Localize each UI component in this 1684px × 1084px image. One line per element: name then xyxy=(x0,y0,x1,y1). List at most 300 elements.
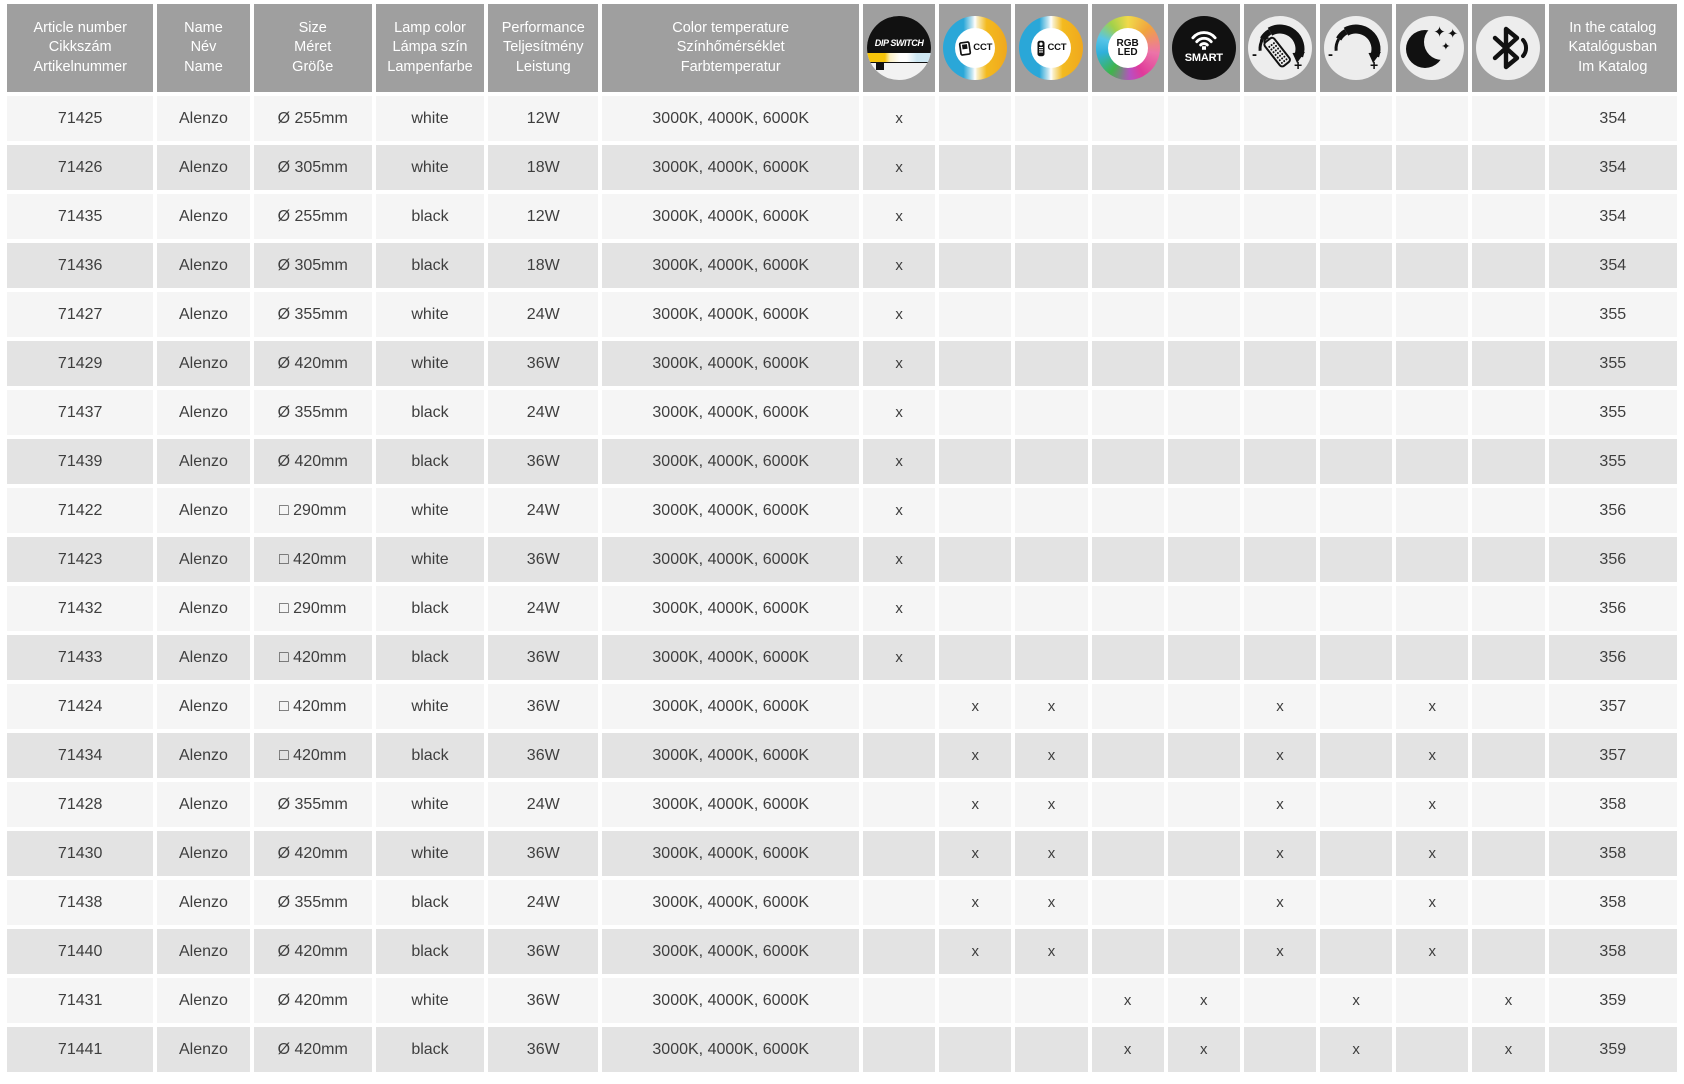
cell-feature-dip-switch xyxy=(863,978,935,1023)
cell-feature-rgb-led xyxy=(1092,194,1164,239)
cell-performance: 36W xyxy=(488,635,598,680)
cell-feature-cct-wall xyxy=(939,1027,1011,1072)
cell-feature-night-mode: x xyxy=(1396,782,1468,827)
cell-feature-dip-switch: x xyxy=(863,292,935,337)
cell-feature-cct-wall xyxy=(939,488,1011,533)
cell-feature-cct-remote xyxy=(1015,390,1087,435)
col-header-dip-switch xyxy=(863,4,935,92)
cell-feature-cct-remote xyxy=(1015,194,1087,239)
cell-feature-smart xyxy=(1168,831,1240,876)
cell-size: □ 420mm xyxy=(254,635,372,680)
cct-wall-switch-icon xyxy=(943,16,1007,80)
cell-feature-rgb-led: x xyxy=(1092,1027,1164,1072)
cell-feature-rgb-led xyxy=(1092,880,1164,925)
cell-feature-dip-switch xyxy=(863,831,935,876)
cell-feature-bluetooth xyxy=(1472,194,1544,239)
bluetooth-icon xyxy=(1476,16,1540,80)
cell-feature-night-mode xyxy=(1396,341,1468,386)
cell-size: □ 290mm xyxy=(254,586,372,631)
cell-color-temperature: 3000K, 4000K, 6000K xyxy=(602,831,859,876)
cell-feature-remote-dimmer: x xyxy=(1244,684,1316,729)
cell-lamp-color: black xyxy=(376,929,484,974)
cell-size: Ø 305mm xyxy=(254,145,372,190)
cell-lamp-color: white xyxy=(376,96,484,141)
cell-feature-bluetooth xyxy=(1472,831,1544,876)
cell-feature-cct-remote xyxy=(1015,145,1087,190)
cell-feature-rgb-led xyxy=(1092,390,1164,435)
cell-feature-remote-dimmer xyxy=(1244,390,1316,435)
cell-feature-cct-wall xyxy=(939,341,1011,386)
cell-size: Ø 420mm xyxy=(254,439,372,484)
dip-switch-label: DIP SWITCH xyxy=(874,37,924,48)
cell-article-number: 71437 xyxy=(7,390,153,435)
cell-catalog-page: 357 xyxy=(1549,733,1677,778)
cell-name: Alenzo xyxy=(157,586,249,631)
table-row xyxy=(7,1027,1677,1072)
cell-feature-smart xyxy=(1168,439,1240,484)
cell-feature-cct-remote: x xyxy=(1015,831,1087,876)
cell-feature-night-mode xyxy=(1396,96,1468,141)
night-mode-icon xyxy=(1400,16,1464,80)
cell-feature-dimmer xyxy=(1320,880,1392,925)
cell-performance: 24W xyxy=(488,488,598,533)
cell-feature-rgb-led: x xyxy=(1092,978,1164,1023)
cell-feature-night-mode xyxy=(1396,488,1468,533)
table-row xyxy=(7,733,1677,778)
cell-size: □ 290mm xyxy=(254,488,372,533)
cell-feature-cct-remote xyxy=(1015,586,1087,631)
cell-performance: 36W xyxy=(488,439,598,484)
cell-feature-remote-dimmer xyxy=(1244,978,1316,1023)
cell-catalog-page: 358 xyxy=(1549,782,1677,827)
cell-feature-remote-dimmer xyxy=(1244,145,1316,190)
cell-article-number: 71426 xyxy=(7,145,153,190)
cell-feature-cct-wall: x xyxy=(939,929,1011,974)
cell-name: Alenzo xyxy=(157,635,249,680)
cell-article-number: 71424 xyxy=(7,684,153,729)
cell-feature-night-mode xyxy=(1396,194,1468,239)
cell-name: Alenzo xyxy=(157,341,249,386)
cell-size: □ 420mm xyxy=(254,733,372,778)
cell-feature-cct-remote xyxy=(1015,243,1087,288)
cell-lamp-color: black xyxy=(376,586,484,631)
table-row xyxy=(7,243,1677,288)
cell-name: Alenzo xyxy=(157,782,249,827)
cell-feature-dimmer xyxy=(1320,684,1392,729)
cell-lamp-color: white xyxy=(376,537,484,582)
cell-feature-dimmer xyxy=(1320,194,1392,239)
cell-feature-bluetooth: x xyxy=(1472,978,1544,1023)
cell-feature-remote-dimmer xyxy=(1244,194,1316,239)
cell-feature-night-mode xyxy=(1396,243,1468,288)
cell-size: Ø 420mm xyxy=(254,978,372,1023)
cell-article-number: 71432 xyxy=(7,586,153,631)
cell-feature-rgb-led xyxy=(1092,733,1164,778)
cell-feature-cct-remote: x xyxy=(1015,929,1087,974)
cell-feature-dip-switch: x xyxy=(863,194,935,239)
cell-feature-night-mode xyxy=(1396,978,1468,1023)
col-header-article-number: Article number Cikkszám Artikelnummer xyxy=(7,4,153,92)
cell-feature-cct-wall xyxy=(939,586,1011,631)
cell-feature-smart xyxy=(1168,782,1240,827)
cell-lamp-color: white xyxy=(376,831,484,876)
cell-article-number: 71423 xyxy=(7,537,153,582)
cell-feature-dimmer xyxy=(1320,341,1392,386)
cell-article-number: 71431 xyxy=(7,978,153,1023)
cell-feature-remote-dimmer xyxy=(1244,243,1316,288)
cell-feature-night-mode xyxy=(1396,292,1468,337)
table-row xyxy=(7,684,1677,729)
cell-feature-remote-dimmer xyxy=(1244,586,1316,631)
cell-performance: 24W xyxy=(488,292,598,337)
cell-name: Alenzo xyxy=(157,733,249,778)
cell-feature-cct-remote: x xyxy=(1015,733,1087,778)
cell-name: Alenzo xyxy=(157,488,249,533)
cell-feature-cct-wall xyxy=(939,243,1011,288)
cell-feature-dip-switch: x xyxy=(863,145,935,190)
cell-feature-remote-dimmer: x xyxy=(1244,831,1316,876)
cell-catalog-page: 355 xyxy=(1549,439,1677,484)
cell-lamp-color: white xyxy=(376,292,484,337)
cell-feature-rgb-led xyxy=(1092,586,1164,631)
cell-size: □ 420mm xyxy=(254,537,372,582)
svg-text:-: - xyxy=(1328,46,1334,63)
cell-feature-dip-switch: x xyxy=(863,586,935,631)
cell-name: Alenzo xyxy=(157,537,249,582)
cell-performance: 24W xyxy=(488,390,598,435)
cell-name: Alenzo xyxy=(157,831,249,876)
cell-catalog-page: 354 xyxy=(1549,243,1677,288)
smart-icon xyxy=(1172,16,1236,80)
cell-color-temperature: 3000K, 4000K, 6000K xyxy=(602,586,859,631)
cell-catalog-page: 358 xyxy=(1549,831,1677,876)
cell-catalog-page: 356 xyxy=(1549,488,1677,533)
product-table xyxy=(3,0,1681,1076)
cell-feature-bluetooth xyxy=(1472,635,1544,680)
cell-feature-remote-dimmer: x xyxy=(1244,880,1316,925)
cell-size: Ø 355mm xyxy=(254,292,372,337)
cell-feature-dimmer xyxy=(1320,390,1392,435)
cell-name: Alenzo xyxy=(157,390,249,435)
cell-color-temperature: 3000K, 4000K, 6000K xyxy=(602,929,859,974)
cell-feature-smart xyxy=(1168,586,1240,631)
table-row xyxy=(7,488,1677,533)
cell-feature-cct-wall xyxy=(939,390,1011,435)
cell-color-temperature: 3000K, 4000K, 6000K xyxy=(602,243,859,288)
cell-catalog-page: 358 xyxy=(1549,929,1677,974)
cell-catalog-page: 357 xyxy=(1549,684,1677,729)
cell-feature-remote-dimmer xyxy=(1244,341,1316,386)
cell-performance: 18W xyxy=(488,243,598,288)
cell-feature-smart xyxy=(1168,488,1240,533)
cell-catalog-page: 359 xyxy=(1549,978,1677,1023)
cell-color-temperature: 3000K, 4000K, 6000K xyxy=(602,390,859,435)
cct-label: CCT xyxy=(1047,41,1067,53)
cell-name: Alenzo xyxy=(157,880,249,925)
cell-feature-dip-switch xyxy=(863,782,935,827)
cell-name: Alenzo xyxy=(157,96,249,141)
cell-feature-dimmer xyxy=(1320,635,1392,680)
cell-feature-dip-switch: x xyxy=(863,390,935,435)
cell-feature-bluetooth xyxy=(1472,145,1544,190)
cell-feature-bluetooth: x xyxy=(1472,1027,1544,1072)
cell-feature-smart xyxy=(1168,733,1240,778)
cell-feature-dip-switch xyxy=(863,1027,935,1072)
cell-lamp-color: white xyxy=(376,341,484,386)
cell-catalog-page: 354 xyxy=(1549,145,1677,190)
cell-feature-cct-wall xyxy=(939,96,1011,141)
table-row xyxy=(7,880,1677,925)
cell-feature-dip-switch: x xyxy=(863,439,935,484)
cell-color-temperature: 3000K, 4000K, 6000K xyxy=(602,635,859,680)
cell-feature-cct-remote xyxy=(1015,439,1087,484)
cell-feature-dimmer: x xyxy=(1320,1027,1392,1072)
cell-feature-dip-switch xyxy=(863,733,935,778)
col-header-name: Name Név Name xyxy=(157,4,249,92)
cell-catalog-page: 358 xyxy=(1549,880,1677,925)
cell-feature-rgb-led xyxy=(1092,439,1164,484)
cell-catalog-page: 356 xyxy=(1549,586,1677,631)
cell-feature-rgb-led xyxy=(1092,782,1164,827)
cell-size: Ø 420mm xyxy=(254,831,372,876)
cell-catalog-page: 355 xyxy=(1549,390,1677,435)
cell-feature-night-mode xyxy=(1396,537,1468,582)
cell-feature-cct-remote xyxy=(1015,96,1087,141)
cell-feature-cct-wall xyxy=(939,635,1011,680)
col-header-dimmer xyxy=(1320,4,1392,92)
table-row xyxy=(7,929,1677,974)
cell-color-temperature: 3000K, 4000K, 6000K xyxy=(602,1027,859,1072)
cell-feature-bluetooth xyxy=(1472,537,1544,582)
col-header-catalog: In the catalog Katalógusban Im Katalog xyxy=(1549,4,1677,92)
cell-color-temperature: 3000K, 4000K, 6000K xyxy=(602,978,859,1023)
cell-feature-bluetooth xyxy=(1472,488,1544,533)
rgb-led-icon: RGB LED xyxy=(1096,16,1160,80)
cell-feature-dimmer xyxy=(1320,292,1392,337)
cell-feature-remote-dimmer xyxy=(1244,537,1316,582)
cell-feature-bluetooth xyxy=(1472,292,1544,337)
cell-feature-rgb-led xyxy=(1092,292,1164,337)
cell-size: Ø 355mm xyxy=(254,390,372,435)
remote-glyph xyxy=(1036,40,1046,57)
cell-name: Alenzo xyxy=(157,439,249,484)
cell-feature-night-mode xyxy=(1396,145,1468,190)
cell-feature-dimmer xyxy=(1320,145,1392,190)
col-header-size: Size Méret Größe xyxy=(254,4,372,92)
cell-feature-remote-dimmer: x xyxy=(1244,929,1316,974)
cell-feature-cct-wall xyxy=(939,439,1011,484)
cell-color-temperature: 3000K, 4000K, 6000K xyxy=(602,537,859,582)
cell-feature-bluetooth xyxy=(1472,880,1544,925)
cell-feature-cct-remote: x xyxy=(1015,782,1087,827)
cell-catalog-page: 355 xyxy=(1549,341,1677,386)
cell-color-temperature: 3000K, 4000K, 6000K xyxy=(602,292,859,337)
cell-size: Ø 255mm xyxy=(254,194,372,239)
cell-feature-rgb-led xyxy=(1092,488,1164,533)
cell-feature-night-mode xyxy=(1396,390,1468,435)
cell-catalog-page: 354 xyxy=(1549,96,1677,141)
dip-switch-icon xyxy=(867,16,931,80)
cell-feature-dip-switch xyxy=(863,929,935,974)
cct-remote-icon xyxy=(1019,16,1083,80)
cell-feature-dip-switch: x xyxy=(863,537,935,582)
cell-feature-bluetooth xyxy=(1472,929,1544,974)
cell-article-number: 71440 xyxy=(7,929,153,974)
table-body xyxy=(7,96,1677,1072)
cell-article-number: 71433 xyxy=(7,635,153,680)
table-row xyxy=(7,390,1677,435)
cell-feature-smart xyxy=(1168,341,1240,386)
cell-feature-remote-dimmer: x xyxy=(1244,782,1316,827)
table-header xyxy=(7,4,1677,92)
cell-feature-cct-remote: x xyxy=(1015,684,1087,729)
cell-article-number: 71427 xyxy=(7,292,153,337)
cell-feature-dimmer xyxy=(1320,586,1392,631)
cell-feature-remote-dimmer xyxy=(1244,1027,1316,1072)
cell-feature-bluetooth xyxy=(1472,341,1544,386)
cell-feature-rgb-led xyxy=(1092,341,1164,386)
cell-lamp-color: white xyxy=(376,978,484,1023)
cell-feature-smart xyxy=(1168,145,1240,190)
cell-feature-smart xyxy=(1168,390,1240,435)
cell-name: Alenzo xyxy=(157,145,249,190)
table-row xyxy=(7,96,1677,141)
cell-size: Ø 255mm xyxy=(254,96,372,141)
cell-color-temperature: 3000K, 4000K, 6000K xyxy=(602,880,859,925)
cell-feature-cct-wall: x xyxy=(939,782,1011,827)
cell-performance: 18W xyxy=(488,145,598,190)
cell-feature-dimmer xyxy=(1320,243,1392,288)
col-header-performance: Performance Teljesítmény Leistung xyxy=(488,4,598,92)
cell-feature-smart xyxy=(1168,243,1240,288)
table-row xyxy=(7,586,1677,631)
cell-performance: 36W xyxy=(488,1027,598,1072)
svg-text:+: + xyxy=(1293,57,1303,73)
wifi-icon xyxy=(1190,30,1218,50)
table-row xyxy=(7,145,1677,190)
cell-size: Ø 305mm xyxy=(254,243,372,288)
cell-feature-rgb-led xyxy=(1092,243,1164,288)
cell-catalog-page: 359 xyxy=(1549,1027,1677,1072)
cell-feature-night-mode xyxy=(1396,1027,1468,1072)
col-header-rgb-led xyxy=(1092,4,1164,92)
cell-feature-smart xyxy=(1168,684,1240,729)
cell-feature-cct-wall: x xyxy=(939,733,1011,778)
cell-feature-dimmer xyxy=(1320,439,1392,484)
cell-color-temperature: 3000K, 4000K, 6000K xyxy=(602,684,859,729)
cell-feature-rgb-led xyxy=(1092,831,1164,876)
table-row xyxy=(7,341,1677,386)
cell-feature-cct-wall xyxy=(939,145,1011,190)
cell-feature-cct-remote xyxy=(1015,635,1087,680)
cell-name: Alenzo xyxy=(157,194,249,239)
cell-feature-remote-dimmer xyxy=(1244,488,1316,533)
cell-feature-smart: x xyxy=(1168,978,1240,1023)
cell-feature-dip-switch xyxy=(863,684,935,729)
cell-article-number: 71434 xyxy=(7,733,153,778)
cell-lamp-color: white xyxy=(376,782,484,827)
cell-feature-rgb-led xyxy=(1092,684,1164,729)
cell-performance: 36W xyxy=(488,684,598,729)
cell-feature-bluetooth xyxy=(1472,390,1544,435)
cell-performance: 12W xyxy=(488,194,598,239)
cell-color-temperature: 3000K, 4000K, 6000K xyxy=(602,194,859,239)
cell-feature-bluetooth xyxy=(1472,243,1544,288)
col-header-bluetooth xyxy=(1472,4,1544,92)
cell-lamp-color: black xyxy=(376,880,484,925)
cell-performance: 36W xyxy=(488,831,598,876)
cell-lamp-color: black xyxy=(376,194,484,239)
cell-feature-cct-remote xyxy=(1015,537,1087,582)
cell-performance: 24W xyxy=(488,586,598,631)
cell-feature-dimmer xyxy=(1320,488,1392,533)
cell-feature-cct-wall xyxy=(939,978,1011,1023)
cell-size: Ø 420mm xyxy=(254,341,372,386)
cell-color-temperature: 3000K, 4000K, 6000K xyxy=(602,488,859,533)
col-header-night-mode xyxy=(1396,4,1468,92)
cell-feature-dip-switch: x xyxy=(863,635,935,680)
cell-feature-cct-remote xyxy=(1015,978,1087,1023)
col-header-cct-wall-switch xyxy=(939,4,1011,92)
star-icon: ✦ xyxy=(1441,41,1451,53)
cell-feature-bluetooth xyxy=(1472,586,1544,631)
cell-performance: 12W xyxy=(488,96,598,141)
cell-name: Alenzo xyxy=(157,1027,249,1072)
cell-catalog-page: 355 xyxy=(1549,292,1677,337)
cell-feature-remote-dimmer xyxy=(1244,635,1316,680)
cell-feature-cct-remote xyxy=(1015,1027,1087,1072)
cell-feature-rgb-led xyxy=(1092,635,1164,680)
cell-feature-cct-remote xyxy=(1015,488,1087,533)
cell-size: □ 420mm xyxy=(254,684,372,729)
cell-name: Alenzo xyxy=(157,243,249,288)
cell-color-temperature: 3000K, 4000K, 6000K xyxy=(602,733,859,778)
cell-name: Alenzo xyxy=(157,978,249,1023)
wall-switch-glyph xyxy=(957,40,973,57)
cell-feature-smart xyxy=(1168,194,1240,239)
cell-feature-night-mode: x xyxy=(1396,880,1468,925)
cell-size: Ø 420mm xyxy=(254,1027,372,1072)
cell-feature-smart xyxy=(1168,880,1240,925)
cell-catalog-page: 356 xyxy=(1549,635,1677,680)
cell-color-temperature: 3000K, 4000K, 6000K xyxy=(602,145,859,190)
cell-article-number: 71428 xyxy=(7,782,153,827)
table-row xyxy=(7,978,1677,1023)
cell-performance: 36W xyxy=(488,341,598,386)
svg-text:+: + xyxy=(1370,57,1379,73)
cell-feature-bluetooth xyxy=(1472,733,1544,778)
table-row xyxy=(7,782,1677,827)
cell-feature-rgb-led xyxy=(1092,537,1164,582)
cell-color-temperature: 3000K, 4000K, 6000K xyxy=(602,341,859,386)
cell-feature-night-mode: x xyxy=(1396,831,1468,876)
cell-article-number: 71430 xyxy=(7,831,153,876)
col-header-color-temperature: Color temperature Színhőmérséklet Farbtemperatur xyxy=(602,4,859,92)
cell-article-number: 71435 xyxy=(7,194,153,239)
smart-label: SMART xyxy=(1184,52,1223,65)
cell-size: Ø 355mm xyxy=(254,782,372,827)
col-header-lamp-color: Lamp color Lámpa szín Lampenfarbe xyxy=(376,4,484,92)
cell-article-number: 71429 xyxy=(7,341,153,386)
col-header-remote-dimmer xyxy=(1244,4,1316,92)
cell-color-temperature: 3000K, 4000K, 6000K xyxy=(602,782,859,827)
cell-feature-smart xyxy=(1168,635,1240,680)
cell-feature-night-mode xyxy=(1396,635,1468,680)
cell-feature-smart xyxy=(1168,292,1240,337)
cell-feature-dimmer xyxy=(1320,733,1392,778)
cell-feature-dip-switch xyxy=(863,880,935,925)
star-icon: ✦ xyxy=(1447,26,1459,41)
